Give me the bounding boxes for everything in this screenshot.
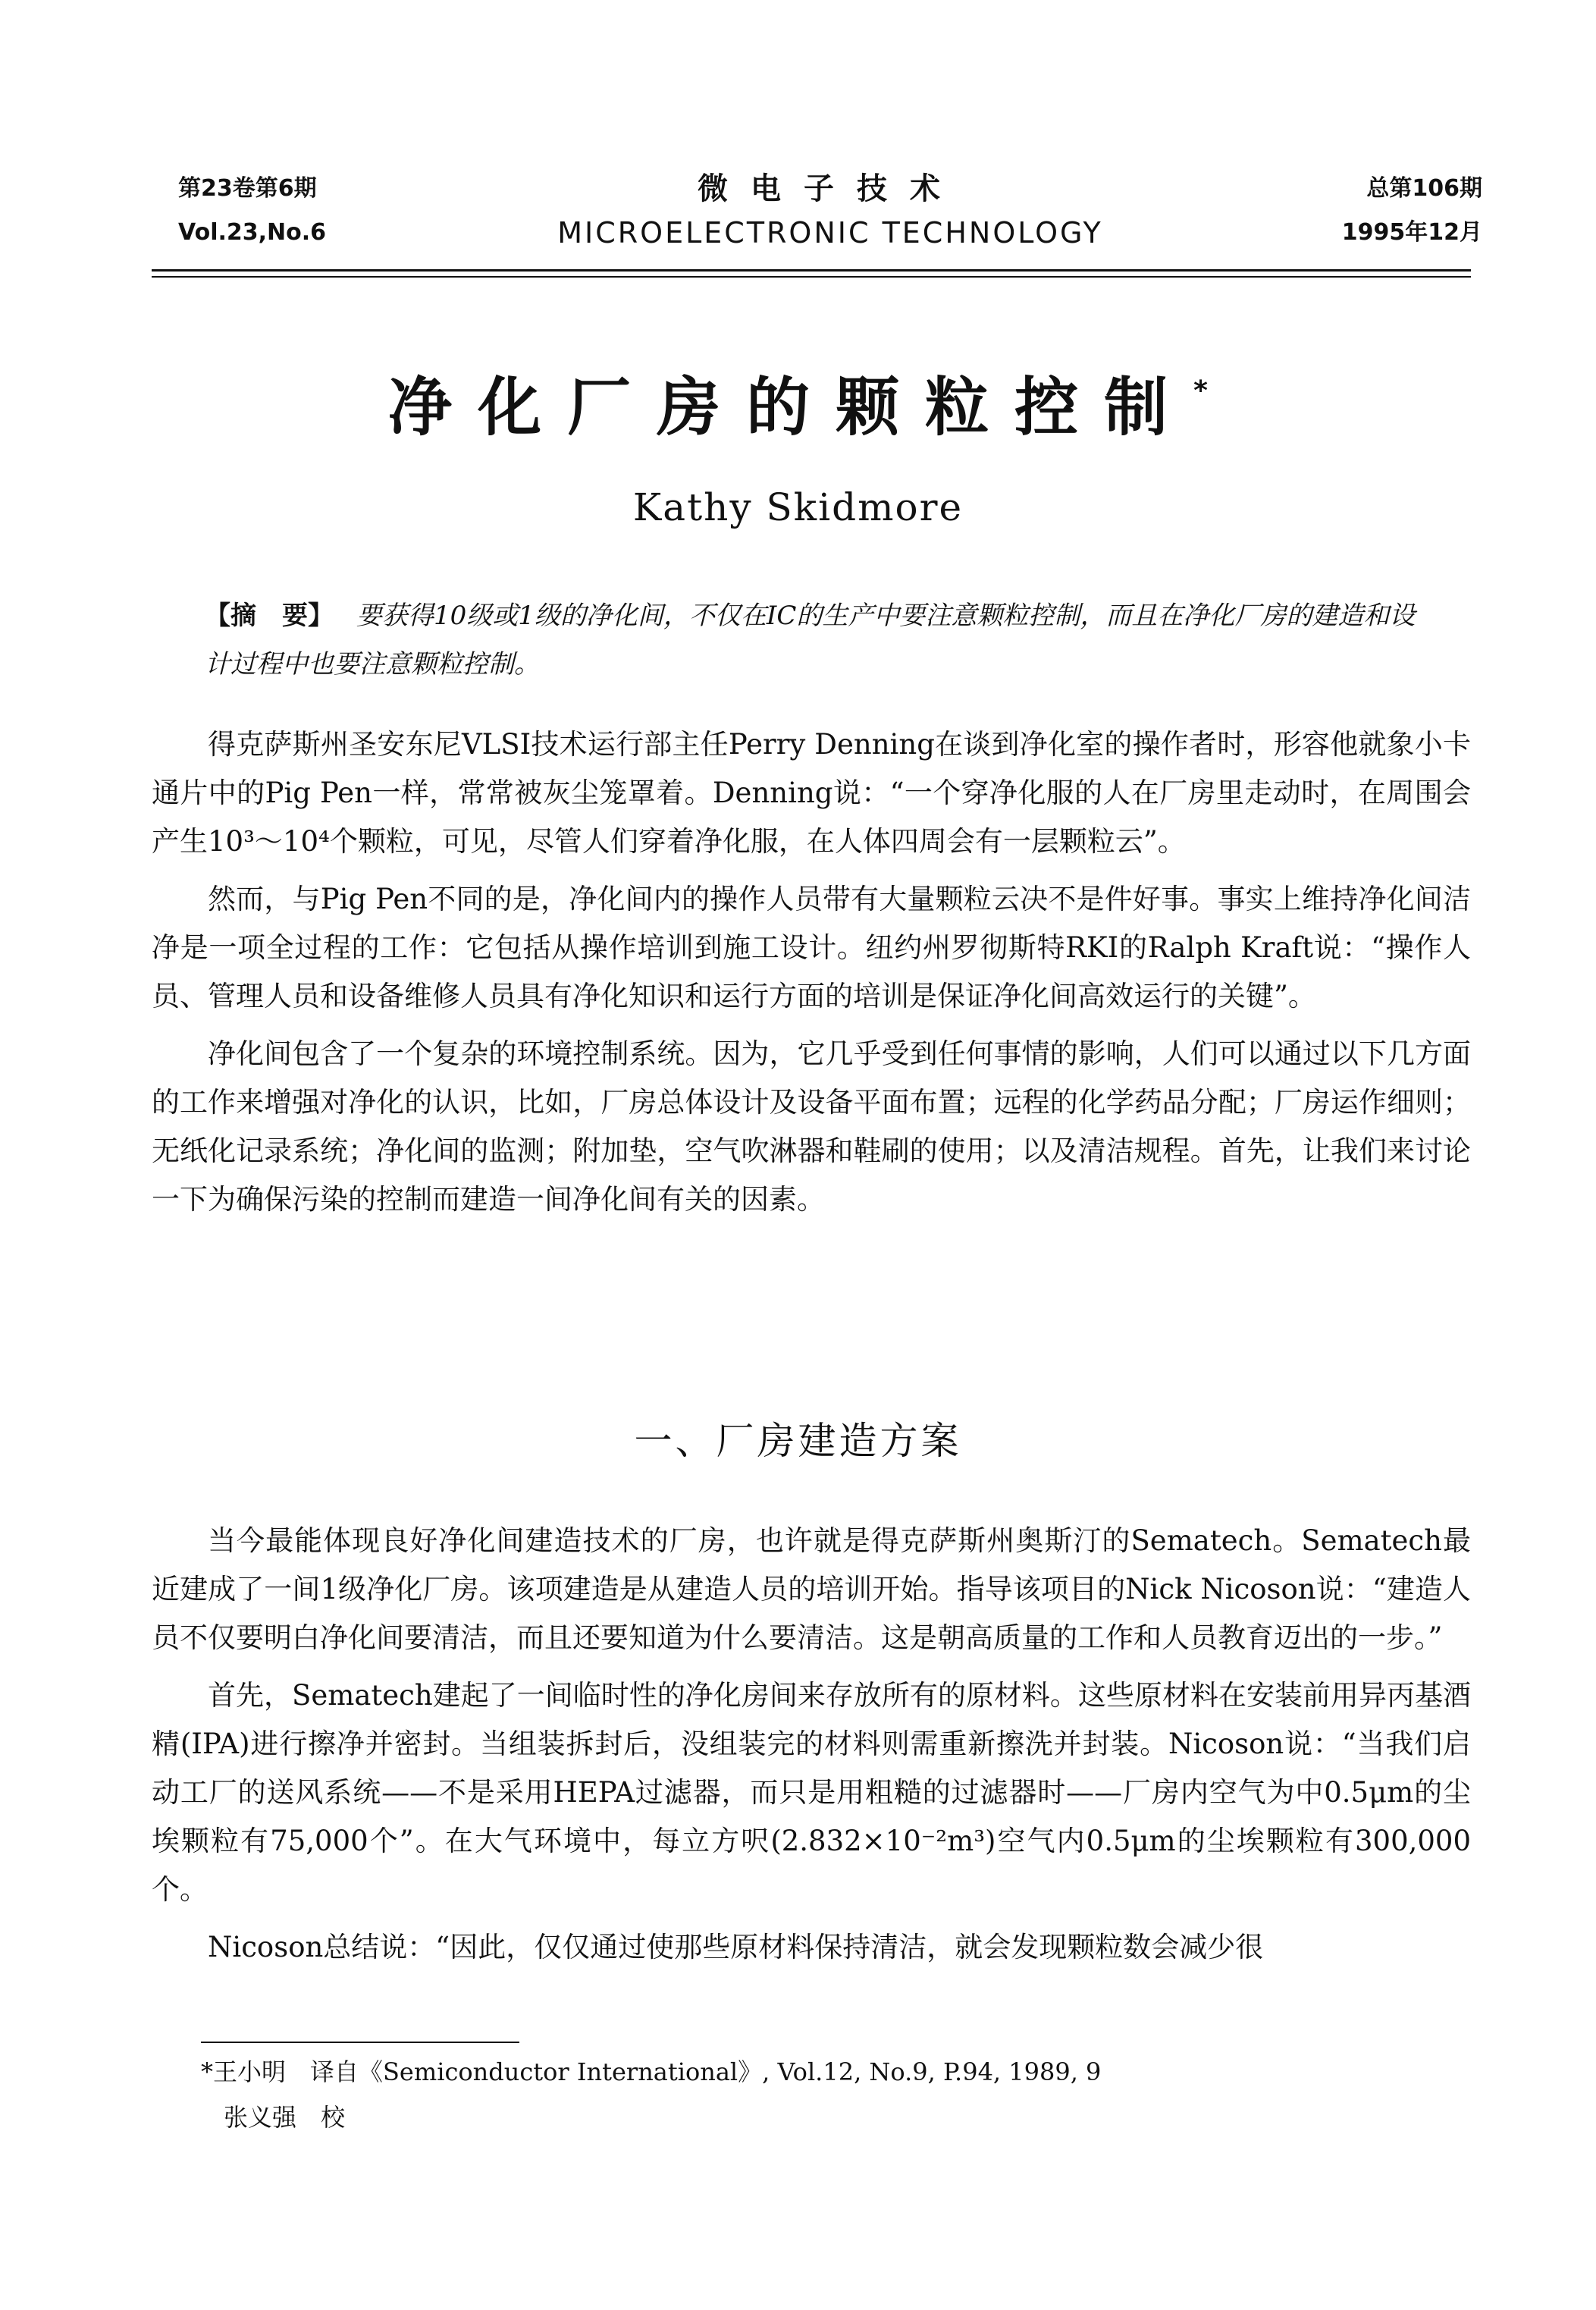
paragraph: 得克萨斯州圣安东尼VLSI技术运行部主任Perry Denning在谈到净化室的操作者时，形容他就象小卡通片中的Pig Pen一样，常常被灰尘笼罩着。Denning说：“一个穿净化服的人在厂房里走动时，在周围会产生10³～10⁴个颗粒，可见，尽管人们穿着净化服，在人体四周会有一层颗粒云”。 (152, 728, 1471, 858)
abstract-text: 要获得10级或1级的净化间，不仅在IC的生产中要注意颗粒控制，而且在净化厂房的建造和设计过程中也要注意颗粒控制。 (205, 601, 1416, 680)
header-rule-thin (152, 276, 1471, 278)
header-rule-thick (152, 269, 1471, 271)
journal-name-cn: 微电子技术 (698, 171, 963, 206)
abstract (205, 592, 1433, 689)
issue-date: 1995年12月 (1341, 219, 1482, 246)
footnote-rule (201, 2042, 519, 2043)
section-heading: 一、厂房建造方案 (634, 1419, 962, 1463)
journal-name (178, 167, 1482, 255)
total-issue: 总第106期 (1366, 175, 1482, 202)
paragraph: 首先，Sematech建起了一间临时性的净化房间来存放所有的原材料。这些原材料在安装前用异丙基酒精(IPA)进行擦净并密封。当组装拆封后，没组装完的材料则需重新擦洗并封装。Nicoson说：“当我们启动工厂的送风系统——不是采用HEPA过滤器，而只是用粗糙的过滤器时——厂房内空气为中0.5μm的尘埃颗粒有75,000个”。在大气环境中，每立方呎(2.832×10⁻²m³)空气内0.5μm的尘埃颗粒有300,000个。 (152, 1679, 1471, 1906)
title-footnote-mark: * (1193, 375, 1208, 406)
paragraph: 净化间包含了一个复杂的环境控制系统。因为，它几乎受到任何事情的影响，人们可以通过以下几方面的工作来增强对净化的认识，比如，厂房总体设计及设备平面布置；远程的化学药品分配；厂房运作细则；无纸化记录系统；净化间的监测；附加垫，空气吹淋器和鞋刷的使用；以及清洁规程。首先，让我们来讨论一下为确保污染的控制而建造一间净化间有关的因素。 (152, 1037, 1471, 1216)
intro-body (152, 720, 1471, 1233)
footnote-proofreader: 张义强 校 (224, 2103, 346, 2132)
article-title (0, 356, 1596, 448)
footnote (201, 2049, 1414, 2140)
article-author: Kathy Skidmore (632, 485, 964, 529)
paragraph: 然而，与Pig Pen不同的是，净化间内的操作人员带有大量颗粒云决不是件好事。事实上维持净化间洁净是一项全过程的工作：它包括从操作培训到施工设计。纽约州罗彻斯特RKI的Ralph Kraft说：“操作人员、管理人员和设备维修人员具有净化知识和运行方面的培训是保证净化间高效运行的关键”。 (152, 883, 1471, 1012)
volume-en: Vol.23,No.6 (178, 219, 326, 246)
title-text: 净化厂房的颗粒控制 (388, 370, 1194, 444)
paragraph: 当今最能体现良好净化间建造技术的厂房，也许就是得克萨斯州奥斯汀的Sematech。Sematech最近建成了一间1级净化厂房。该项建造是从建造人员的培训开始。指导该项目的Nick Nicoson说：“建造人员不仅要明白净化间要清洁，而且还要知道为什么要清洁。这是朝高质量的工作和人员教育迈出的一步。” (152, 1524, 1471, 1654)
abstract-label: 【摘 要】 (205, 601, 334, 631)
journal-name-en: MICROELECTRONIC TECHNOLOGY (557, 216, 1103, 250)
issue-total (1342, 167, 1482, 255)
section1-body (152, 1517, 1471, 1981)
volume-cn: 第23卷第6期 (178, 175, 317, 202)
footnote-translator: *王小明 译自《Semiconductor International》, Vol.12, No.9, P.94, 1989, 9 (201, 2057, 1102, 2086)
journal-header (178, 167, 1482, 258)
paragraph: Nicoson总结说：“因此，仅仅通过使那些原材料保持清洁，就会发现颗粒数会减少很 (208, 1931, 1264, 1963)
